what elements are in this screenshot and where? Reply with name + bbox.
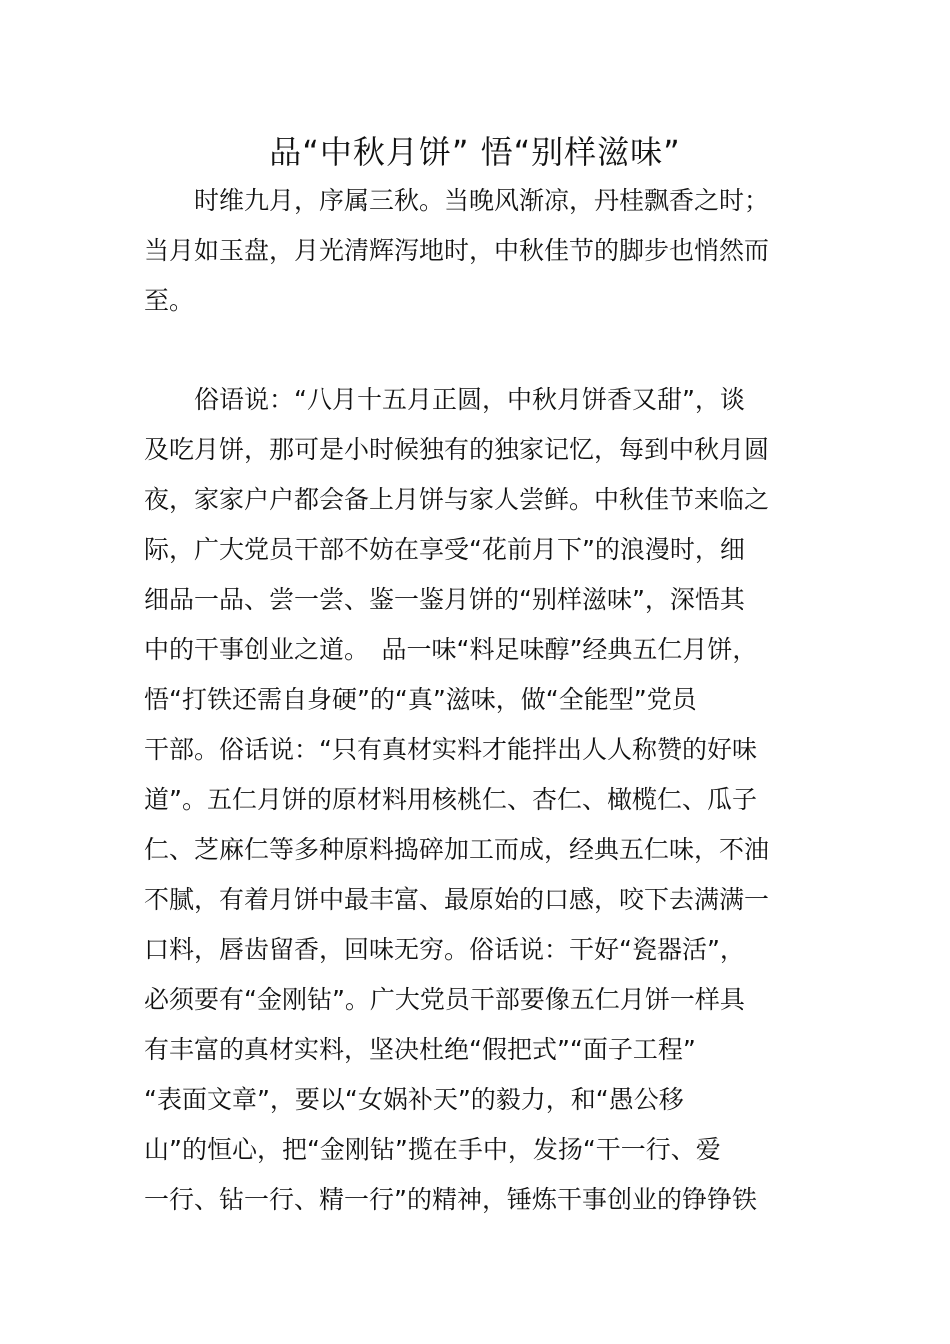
text-line: 山”的恒心，把“金刚钻”揽在手中，发扬“干一行、爱 bbox=[144, 1135, 721, 1164]
text-line: 干部。俗话说：“只有真材实料才能拌出人人称赞的好味 bbox=[144, 735, 757, 764]
text-line: 当月如玉盘，月光清辉泻地时，中秋佳节的脚步也悄然而 bbox=[144, 236, 770, 265]
text-line: 必须要有“金刚钻”。广大党员干部要像五仁月饼一样具 bbox=[144, 985, 745, 1014]
text-line: 中的干事创业之道。 品一味“料足味醇”经典五仁月饼， bbox=[144, 635, 758, 664]
paragraph-main bbox=[144, 375, 814, 1225]
text-line: 夜，家家户户都会备上月饼与家人尝鲜。中秋佳节来临之 bbox=[144, 485, 770, 514]
text-line: 有丰富的真材实料，坚决杜绝“假把式”“面子工程” bbox=[144, 1035, 696, 1064]
text-line: 俗语说：“八月十五月正圆，中秋月饼香又甜”，谈 bbox=[144, 385, 745, 414]
text-line: 道”。五仁月饼的原材料用核桃仁、杏仁、橄榄仁、瓜子 bbox=[144, 785, 757, 814]
text-line: “表面文章”，要以“女娲补天”的毅力，和“愚公移 bbox=[144, 1085, 684, 1114]
document-title: 品“中秋月饼” 悟“别样滋味” bbox=[269, 133, 681, 171]
text-line: 不腻，有着月饼中最丰富、最原始的口感，咬下去满满一 bbox=[144, 885, 770, 914]
text-line: 口料，唇齿留香，回味无穷。俗话说：干好“瓷器活”， bbox=[144, 935, 745, 964]
text-line: 时维九月，序属三秋。当晚风渐凉，丹桂飘香之时； bbox=[144, 186, 770, 215]
paragraph-intro bbox=[144, 176, 814, 326]
text-line: 及吃月饼，那可是小时候独有的独家记忆，每到中秋月圆 bbox=[144, 435, 770, 464]
text-line: 一行、钻一行、精一行”的精神，锤炼干事创业的铮铮铁 bbox=[144, 1185, 757, 1214]
text-line: 至。 bbox=[144, 286, 195, 315]
text-line: 细品一品、尝一尝、鉴一鉴月饼的“别样滋味”，深悟其 bbox=[144, 585, 745, 614]
text-line: 悟“打铁还需自身硬”的“真”滋味，做“全能型”党员 bbox=[144, 685, 697, 714]
text-line: 仁、芝麻仁等多种原料捣碎加工而成，经典五仁味，不油 bbox=[144, 835, 770, 864]
text-line: 际，广大党员干部不妨在享受“花前月下”的浪漫时，细 bbox=[144, 535, 745, 564]
